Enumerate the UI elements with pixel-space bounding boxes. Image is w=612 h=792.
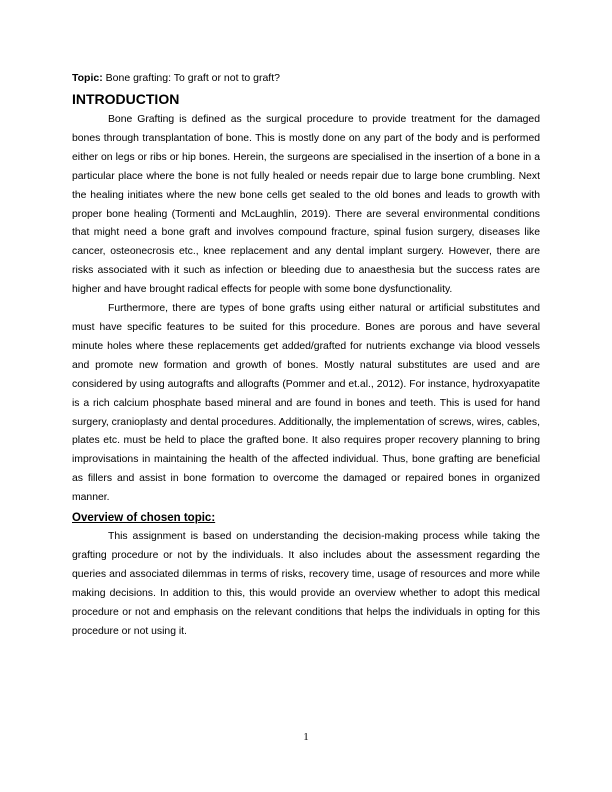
introduction-paragraph-1: Bone Grafting is defined as the surgical procedure to provide treatment for the damaged bones through transplantation of bone. This is mostly done on any part of the body and is performed either on legs or ribs or hip bones. Herein, the surgeons are specialised in the insertion of a bone in a particular place where the bone is not fully healed or needs repair due to large bone crumbling. Next the healing initiates where the new bone cells get sealed to the old bones and leads to growth with proper bone healing (Tormenti and McLaughlin, 2019). There are several environmental conditions that might need a bone graft and involves compound fracture, spinal fusion surgery, diseases like cancer, osteonecrosis etc., knee replacement and any dental implant surgery. However, there are risks associated with it such as infection or bleeding due to anaesthesia but the success rates are higher and have brought radical effects for people with some bone dysfunctionality. — [72, 114, 540, 296]
page-number: 1 — [303, 731, 309, 743]
topic-label: Topic: — [72, 72, 103, 84]
topic-text: Bone grafting: To graft or not to graft? — [105, 72, 280, 84]
topic-line — [72, 70, 540, 86]
introduction-paragraph-2: Furthermore, there are types of bone grafts using either natural or artificial substitutes and must have specific features to be suited for this procedure. Bones are porous and have several minute holes where these replacements get added/grafted for nutrients exchange via blood vessels and promote new formation and growth of bones. Mostly natural substitutes are used and are considered by using autografts and allografts (Pommer and et.al., 2012). For instance, hydroxyapatite is a rich calcium phosphate based mineral and are found in bones and teeth. This is used for hand surgery, cranioplasty and dental procedures. Additionally, the implementation of screws, wires, cables, plates etc. must be held to place the grafted bone. It also requires proper recovery planning to bring improvisations in maintaining the health of the affected individual. Thus, bone grafting are beneficial as fillers and assist in bone formation to overcome the damaged or repaired bones in organized manner. — [72, 303, 541, 504]
introduction-heading: INTRODUCTION — [72, 91, 180, 107]
overview-heading-text: Overview of chosen topic: — [72, 512, 216, 525]
page-content — [72, 70, 540, 641]
overview-heading — [72, 510, 540, 526]
overview-paragraph: This assignment is based on understanding the decision-making process while taking the grafting procedure or not by the individuals. It also includes about the assessment regarding the queries and associated dilemmas in terms of risks, recovery time, usage of resources and more while making decisions. In addition to this, this would provide an overview whether to adopt this medical procedure or not and emphasis on the relevant conditions that helps the individuals in opting for this procedure or not using it. — [72, 531, 540, 637]
